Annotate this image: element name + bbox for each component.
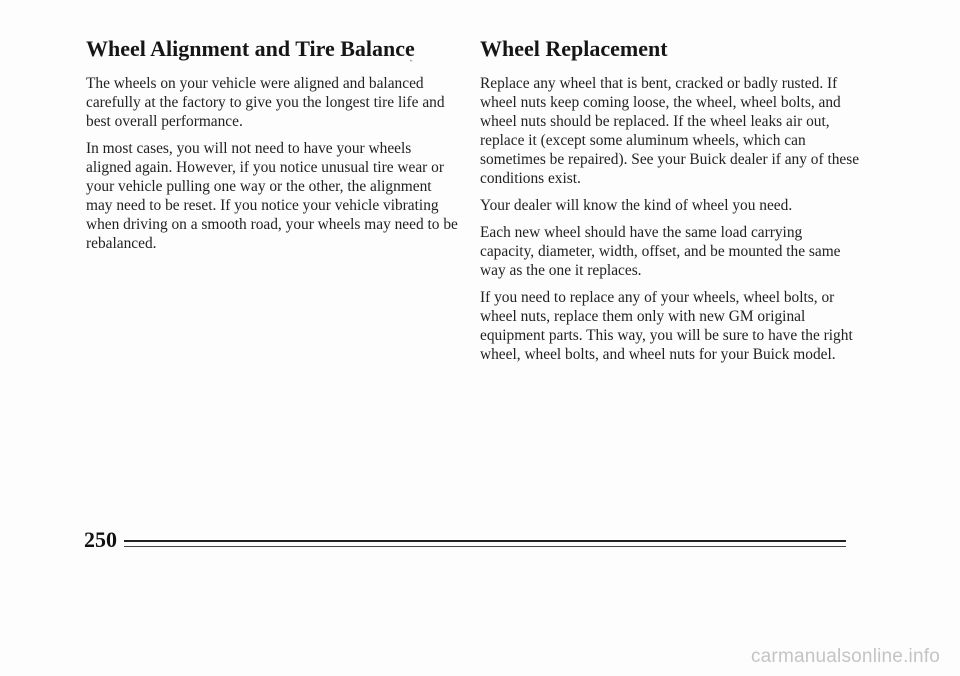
page-footer bbox=[84, 527, 846, 553]
paragraph: In most cases, you will not need to have your wheels aligned again. However, if you notice unusual tire wear or your vehicle pulling one way or the other, the alignment may need to be reset. If you notice your vehicle vibrating when driving on a smooth road, your wheels may need to be rebalanced. bbox=[86, 140, 458, 252]
paragraph: Your dealer will know the kind of wheel you need. bbox=[480, 197, 793, 214]
paragraph: Each new wheel should have the same load carrying capacity, diameter, width, offset, and be mounted the same way as the one it replaces. bbox=[480, 224, 841, 279]
footer-rule bbox=[124, 546, 846, 547]
scan-mark: ʺ bbox=[410, 60, 413, 67]
section-wheel-replacement bbox=[480, 36, 860, 372]
paragraph: If you need to replace any of your wheels, wheel bolts, or wheel nuts, replace them only with new GM original equipment parts. This way, you will be sure to have the right wheel, wheel bolts, and wheel nuts for your Buick model. bbox=[480, 289, 853, 363]
section-wheel-alignment bbox=[86, 36, 458, 261]
paragraph: Replace any wheel that is bent, cracked or badly rusted. If wheel nuts keep coming loose, the wheel, wheel bolts, and wheel nuts should be replaced. If the wheel leaks air out, replace it (except some aluminum wheels, which can sometimes be repaired). See your Buick dealer if any of these conditions exist. bbox=[480, 75, 860, 187]
section-heading: Wheel Alignment and Tire Balance bbox=[86, 36, 415, 61]
footer-rule bbox=[124, 540, 846, 542]
paragraph: The wheels on your vehicle were aligned and balanced carefully at the factory to give you the longest tire life and best overall performance. bbox=[86, 75, 445, 130]
watermark: carmanualsonline.info bbox=[750, 646, 940, 667]
page-number: 250 bbox=[84, 527, 117, 552]
section-heading: Wheel Replacement bbox=[480, 36, 668, 61]
